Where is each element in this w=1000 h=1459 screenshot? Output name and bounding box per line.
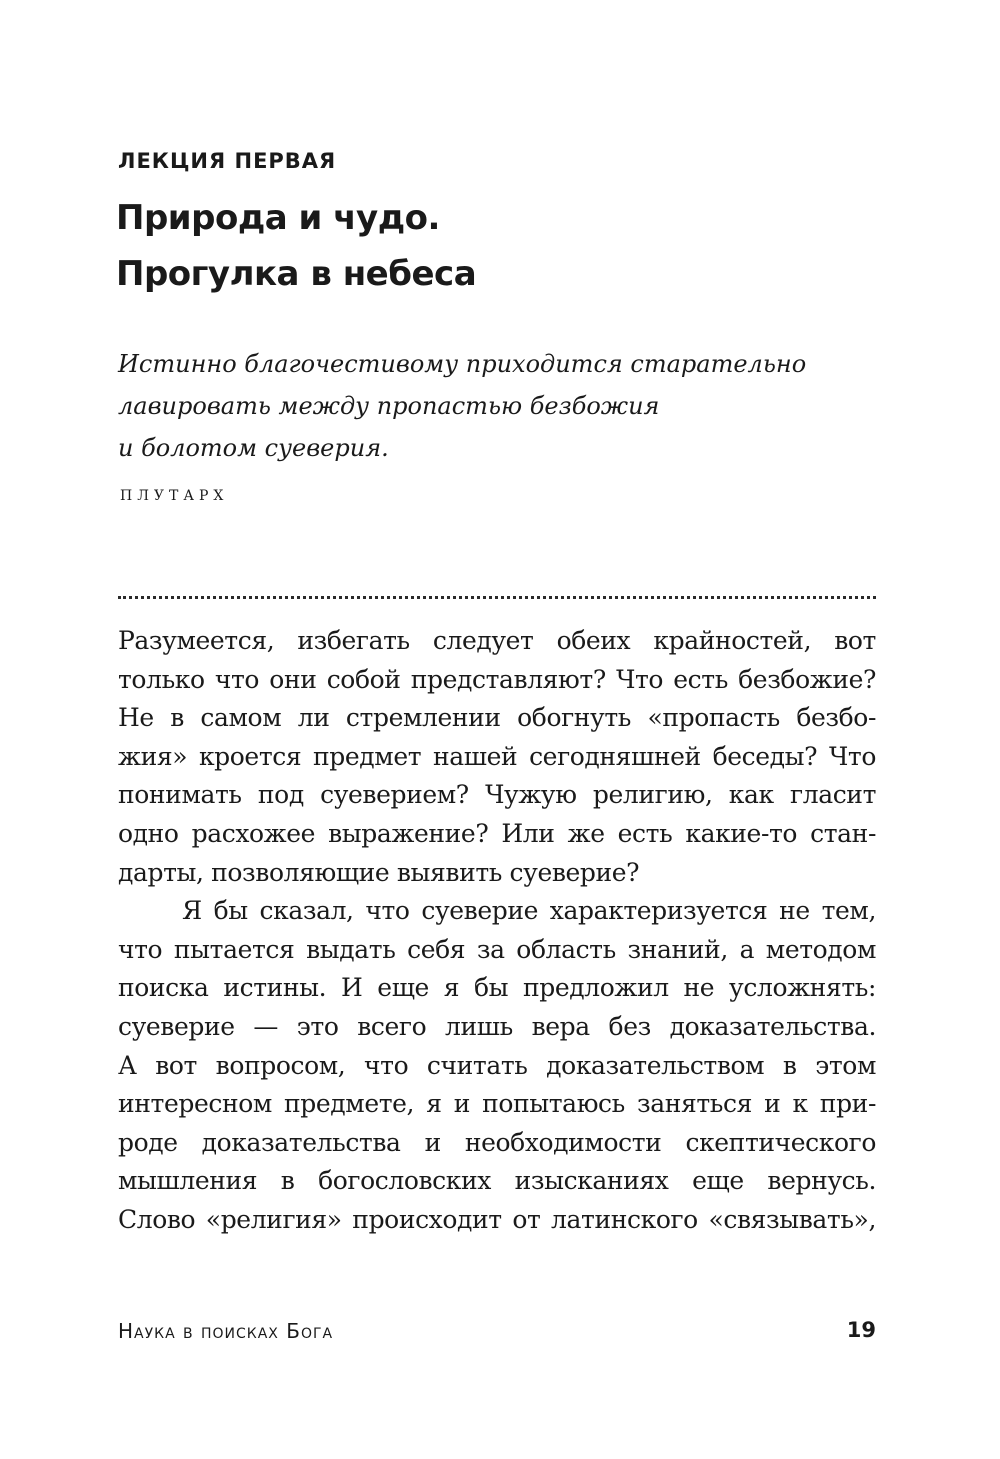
body-line: мышления в богословских изысканиях еще вернусь. <box>118 1166 876 1196</box>
body-line: поиска истины. И еще я бы предложил не усложнять: <box>118 973 876 1003</box>
dotted-divider <box>118 596 876 599</box>
body-line: Слово «религия» происходит от латинского «связывать», <box>118 1204 876 1234</box>
chapter-title <box>116 190 896 302</box>
body-line: что пытается выдать себя за область знаний, а методом <box>118 934 876 964</box>
chapter-title-line: Прогулка в небеса <box>116 254 477 294</box>
chapter-title-line: Природа и чудо. <box>116 198 440 238</box>
page-number: 19 <box>846 1318 876 1342</box>
body-line: А вот вопросом, что считать доказательством в этом <box>118 1050 876 1080</box>
lecture-label: ЛЕКЦИЯ ПЕРВАЯ <box>118 149 337 173</box>
body-line: понимать под суеверием? Чужую религию, как гласит <box>118 780 876 810</box>
body-line: суеверие — это всего лишь вера без доказательства. <box>118 1011 876 1041</box>
body-line: дарты, позволяющие выявить суеверие? <box>118 857 640 887</box>
body-line: Я бы сказал, что суеверие характеризуется не тем, <box>182 896 876 926</box>
epigraph-line: лавировать между пропастью безбожия <box>118 392 660 420</box>
running-footer-book-title: Наука в поисках Бога <box>118 1319 334 1343</box>
body-text <box>118 622 876 1240</box>
body-line: только что они собой представляют? Что есть безбожие? <box>118 664 876 694</box>
body-line: интересном предмете, я и попытаюсь заняться и к при- <box>118 1089 876 1119</box>
epigraph-line: Истинно благочестивому приходится старательно <box>118 350 807 378</box>
body-line: Не в самом ли стремлении обогнуть «пропасть безбо- <box>118 703 876 733</box>
body-line: жия» кроется предмет нашей сегодняшней беседы? Что <box>118 741 876 771</box>
epigraph-line: и болотом суеверия. <box>118 434 389 462</box>
epigraph <box>118 343 898 469</box>
epigraph-author: ПЛУТАРХ <box>120 488 229 504</box>
body-line: Разумеется, избегать следует обеих крайностей, вот <box>118 626 876 655</box>
body-line: роде доказательства и необходимости скептического <box>118 1127 876 1157</box>
body-line: одно расхожее выражение? Или же есть какие-то стан- <box>118 818 876 848</box>
